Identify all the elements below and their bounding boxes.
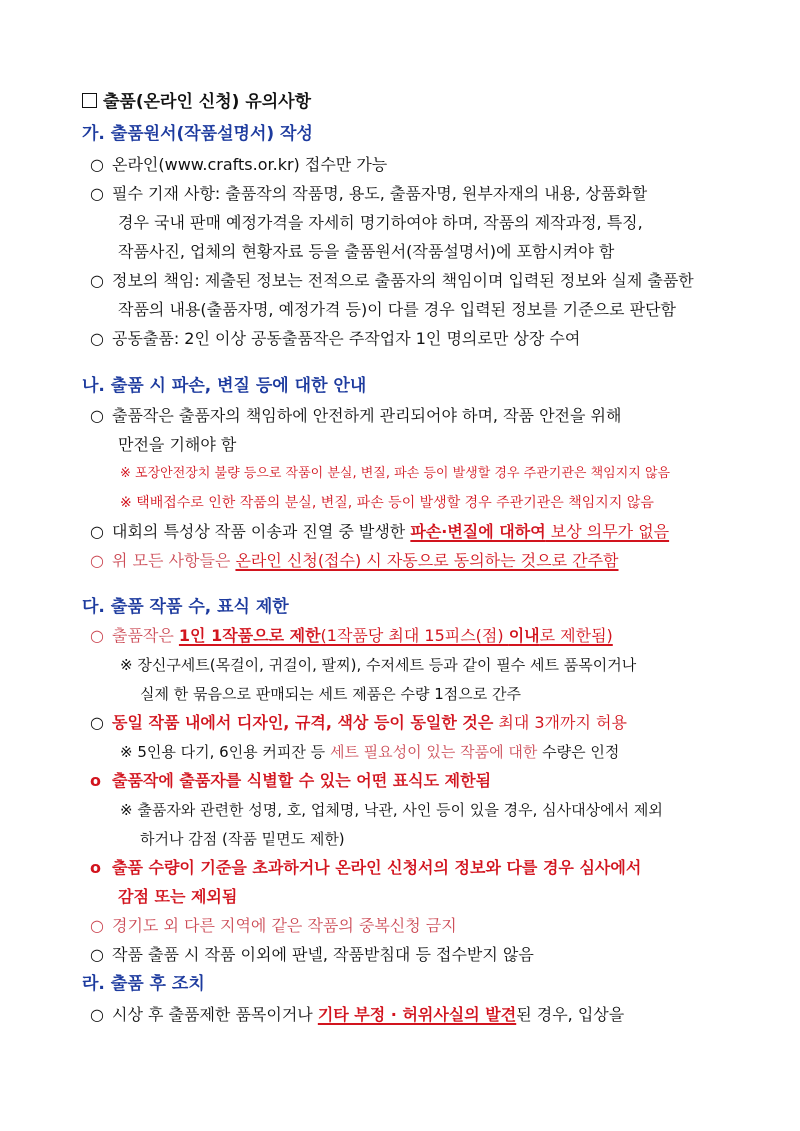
list-item: ○ 동일 작품 내에서 디자인, 규격, 색상 등이 동일한 것은 최대 3개까지 허용 [90, 711, 627, 735]
section-c-heading: 다. 출품 작품 수, 표식 제한 [82, 597, 289, 617]
emphasis-text: 동일 작품 내에서 디자인, 규격, 색상 등이 동일한 것은 [112, 713, 494, 732]
list-item: o 출품 수량이 기준을 초과하거나 온라인 신청서의 정보와 다를 경우 심사에서 [90, 856, 641, 880]
warning-note: ※ 포장안전장치 불량 등으로 작품이 분실, 변질, 파손 등이 발생할 경우 주관기관은 책임지지 않음 [120, 466, 671, 481]
emphasis-text: 파손·변질에 대하여 [410, 522, 546, 541]
emphasis-text: 기타 부정 · 허위사실의 발견 [317, 1005, 517, 1024]
circle-bullet-icon: ○ [90, 155, 104, 174]
note: ※ 출품자와 관련한 성명, 호, 업체명, 낙관, 사인 등이 있을 경우, 심사대상에서 제외 [120, 801, 663, 819]
list-item: ○ 경기도 외 다른 지역에 같은 작품의 중복신청 금지 [90, 914, 457, 938]
list-item: ○ 필수 기재 사항: 출품작의 작품명, 용도, 출품자명, 원부자재의 내용, 상품화할 [90, 182, 647, 206]
circle-bullet-icon: ○ [90, 1005, 104, 1024]
circle-bullet-icon: ○ [90, 551, 104, 570]
circle-bullet-icon: ○ [90, 522, 104, 541]
note-continuation: 하거나 감점 (작품 밑면도 제한) [140, 830, 345, 848]
circle-bullet-icon: ○ [90, 916, 104, 935]
list-item-continuation: 감점 또는 제외됨 [118, 887, 238, 906]
circle-bullet-icon: o [90, 858, 101, 877]
note: ※ 5인용 다기, 6인용 커피잔 등 세트 필요성이 있는 작품에 대한 수량은 인정 [120, 743, 620, 761]
circle-bullet-icon: ○ [90, 626, 104, 645]
list-item: ○ 시상 후 출품제한 품목이거나 기타 부정 · 허위사실의 발견된 경우, 입상을 [90, 1003, 624, 1027]
emphasis-text: 온라인 신청(접수) 시 자동으로 동의하는 것으로 간주함 [235, 551, 619, 570]
circle-bullet-icon: o [90, 771, 101, 790]
circle-bullet-icon: ○ [90, 271, 104, 290]
section-b-heading: 나. 출품 시 파손, 변질 등에 대한 안내 [82, 376, 367, 396]
circle-bullet-icon: ○ [90, 184, 104, 203]
list-item: o 출품작에 출품자를 식별할 수 있는 어떤 표식도 제한됨 [90, 769, 491, 793]
section-d-heading: 라. 출품 후 조치 [82, 974, 205, 994]
list-item: ○ 위 모든 사항들은 온라인 신청(접수) 시 자동으로 동의하는 것으로 간주함 [90, 549, 619, 573]
note-continuation: 실제 한 묶음으로 판매되는 세트 제품은 수량 1점으로 간주 [140, 685, 521, 703]
page-title: 출품(온라인 신청) 유의사항 [82, 90, 311, 114]
list-item: ○ 출품작은 1인 1작품으로 제한(1작품당 최대 15피스(점) 이내로 제한됨) [90, 624, 613, 648]
list-item-continuation: 작품의 내용(출품자명, 예정가격 등)이 다를 경우 입력된 정보를 기준으로 판단함 [118, 300, 676, 319]
checkbox-square-icon [82, 93, 97, 108]
list-item: ○ 작품 출품 시 작품 이외에 판넬, 작품받침대 등 접수받지 않음 [90, 943, 534, 967]
list-item: ○ 정보의 책임: 제출된 정보는 전적으로 출품자의 책임이며 입력된 정보와 실제 출품한 [90, 269, 694, 293]
circle-bullet-icon: ○ [90, 329, 104, 348]
section-a-heading: 가. 출품원서(작품설명서) 작성 [82, 124, 313, 144]
emphasis-text: 1인 1작품으로 제한 [178, 626, 321, 645]
circle-bullet-icon: ○ [90, 713, 104, 732]
list-item: ○ 공동출품: 2인 이상 공동출품작은 주작업자 1인 명의로만 상장 수여 [90, 327, 580, 351]
list-item: ○ 대회의 특성상 작품 이송과 진열 중 발생한 파손·변질에 대하여 보상 의무가 없음 [90, 520, 669, 544]
list-item: ○ 출품작은 출품자의 책임하에 안전하게 관리되어야 하며, 작품 안전을 위해 [90, 404, 621, 428]
list-item-continuation: 경우 국내 판매 예정가격을 자세히 명기하여야 하며, 작품의 제작과정, 특징, [118, 213, 643, 232]
circle-bullet-icon: ○ [90, 406, 104, 425]
warning-note: ※ 택배접수로 인한 작품의 분실, 변질, 파손 등이 발생할 경우 주관기관은 책임지지 않음 [120, 495, 654, 511]
list-item: ○ 온라인(www.crafts.or.kr) 접수만 가능 [90, 153, 387, 177]
list-item-continuation: 만전을 기해야 함 [118, 435, 237, 454]
note: ※ 장신구세트(목걸이, 귀걸이, 팔찌), 수저세트 등과 같이 필수 세트 품목이거나 [120, 656, 637, 674]
circle-bullet-icon: ○ [90, 945, 104, 964]
list-item-continuation: 작품사진, 업체의 현황자료 등을 출품원서(작품설명서)에 포함시켜야 함 [118, 242, 615, 261]
